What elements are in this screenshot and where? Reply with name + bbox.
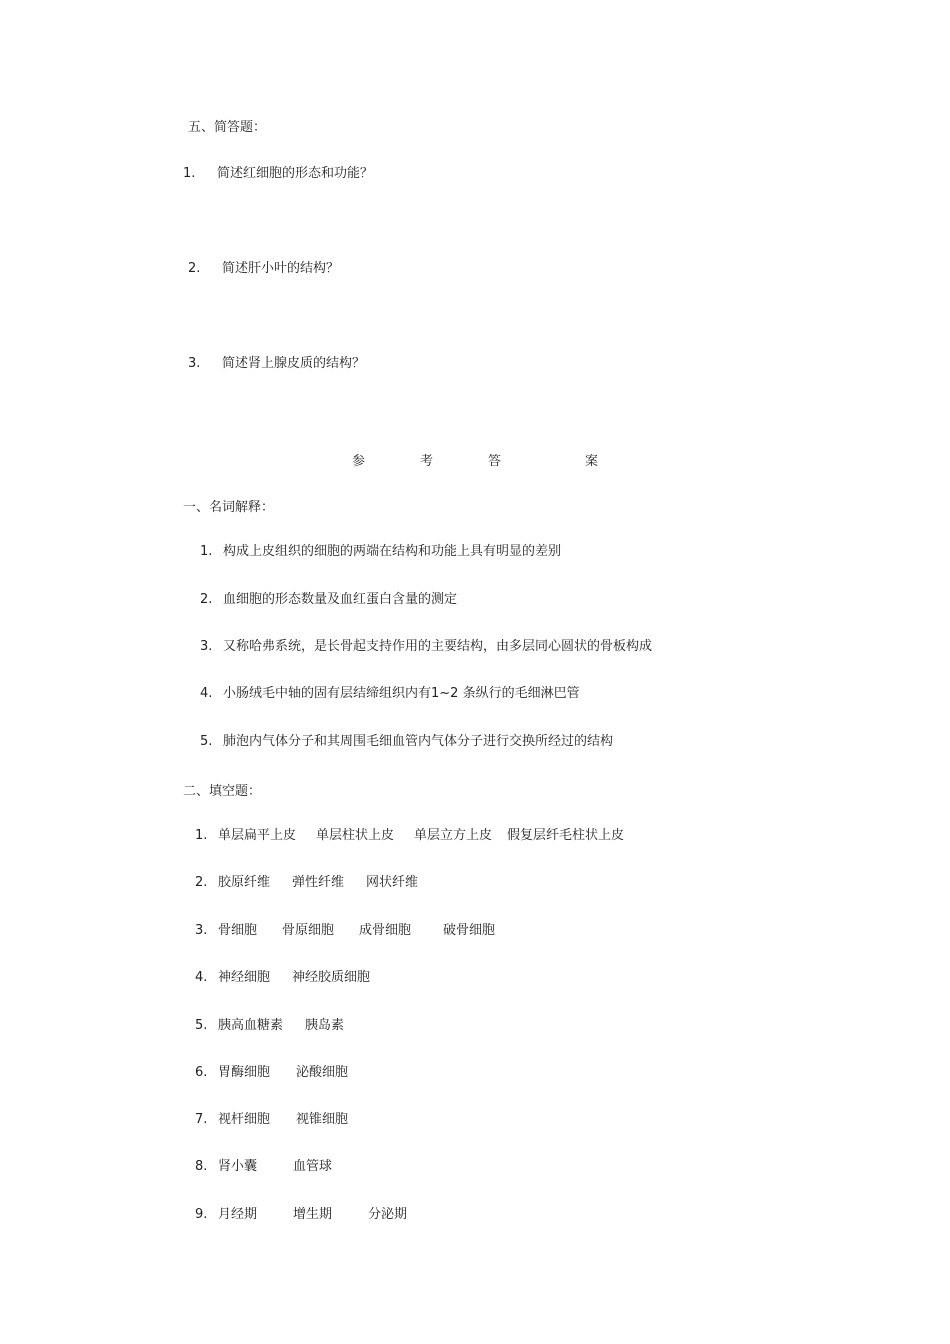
item-number: 4. <box>200 686 213 701</box>
item-number: 5. <box>200 734 213 749</box>
question-3 <box>188 356 365 372</box>
definition-item <box>200 686 580 702</box>
section2-heading: 二、填空题： <box>183 784 262 799</box>
blank-item <box>195 1207 407 1223</box>
answer-part: 成骨细胞 <box>359 923 412 938</box>
answer-part: 分泌期 <box>368 1207 408 1222</box>
item-number: 3. <box>200 639 213 654</box>
question-2 <box>188 261 339 277</box>
blank-item <box>195 875 418 891</box>
item-number: 1. <box>195 828 208 843</box>
question-text: 简述肝小叶的结构？ <box>222 261 340 276</box>
answer-part: 视锥细胞 <box>296 1112 349 1127</box>
section5-heading: 五、简答题： <box>188 120 267 135</box>
item-text: 又称哈弗系统，是长骨起支持作用的主要结构，由多层同心圆状的骨板构成 <box>223 639 653 654</box>
answer-part: 肾小囊 <box>218 1159 258 1174</box>
answer-part: 胃酶细胞 <box>218 1065 271 1080</box>
answer-part: 胶原纤维 <box>218 875 271 890</box>
question-text: 简述红细胞的形态和功能？ <box>217 166 374 181</box>
item-number: 1. <box>200 544 213 559</box>
blank-item <box>195 1018 344 1034</box>
answer-part: 神经胶质细胞 <box>292 970 371 985</box>
answers-title-char: 答 <box>488 454 502 469</box>
item-text: 小肠绒毛中轴的固有层结缔组织内有1~2 条纵行的毛细淋巴管 <box>223 686 580 701</box>
answer-part: 单层柱状上皮 <box>316 828 395 843</box>
answer-part: 骨细胞 <box>218 923 258 938</box>
answers-title-char: 考 <box>420 454 434 469</box>
blank-item <box>195 1065 348 1081</box>
answer-part: 神经细胞 <box>218 970 271 985</box>
answer-part: 增生期 <box>293 1207 333 1222</box>
answer-part: 胰高血糖素 <box>218 1018 284 1033</box>
question-number: 1. <box>183 166 196 181</box>
section1-heading: 一、名词解释： <box>183 500 275 515</box>
answer-part: 视杆细胞 <box>218 1112 271 1127</box>
item-number: 9. <box>195 1207 208 1222</box>
answer-part: 破骨细胞 <box>443 923 496 938</box>
question-number: 2. <box>188 261 201 276</box>
answer-part: 胰岛素 <box>305 1018 345 1033</box>
question-text: 简述肾上腺皮质的结构？ <box>222 356 366 371</box>
answer-part: 假复层纤毛柱状上皮 <box>507 828 625 843</box>
blank-item <box>195 1159 332 1175</box>
blank-item <box>195 923 495 939</box>
blank-item <box>195 970 370 986</box>
answers-title-char: 参 <box>352 454 366 469</box>
answer-part: 弹性纤维 <box>292 875 345 890</box>
definition-item <box>200 544 561 560</box>
answer-part: 泌酸细胞 <box>296 1065 349 1080</box>
answer-part: 网状纤维 <box>366 875 419 890</box>
item-text: 血细胞的形态数量及血红蛋白含量的测定 <box>223 592 458 607</box>
answer-part: 单层立方上皮 <box>414 828 493 843</box>
item-number: 8. <box>195 1159 208 1174</box>
item-number: 6. <box>195 1065 208 1080</box>
answer-part: 血管球 <box>293 1159 333 1174</box>
item-number: 4. <box>195 970 208 985</box>
definition-item <box>200 734 613 750</box>
answers-title-char: 案 <box>585 454 599 469</box>
item-number: 3. <box>195 923 208 938</box>
blank-item <box>195 828 624 844</box>
definition-item <box>200 592 457 608</box>
item-number: 7. <box>195 1112 208 1127</box>
question-number: 3. <box>188 356 201 371</box>
blank-item <box>195 1112 348 1128</box>
answer-part: 骨原细胞 <box>282 923 335 938</box>
question-1 <box>183 166 373 182</box>
answer-part: 月经期 <box>218 1207 258 1222</box>
definition-item <box>200 639 652 655</box>
answer-part: 单层扁平上皮 <box>218 828 297 843</box>
item-number: 5. <box>195 1018 208 1033</box>
item-number: 2. <box>195 875 208 890</box>
item-text: 构成上皮组织的细胞的两端在结构和功能上具有明显的差别 <box>223 544 562 559</box>
item-text: 肺泡内气体分子和其周围毛细血管内气体分子进行交换所经过的结构 <box>223 734 614 749</box>
item-number: 2. <box>200 592 213 607</box>
